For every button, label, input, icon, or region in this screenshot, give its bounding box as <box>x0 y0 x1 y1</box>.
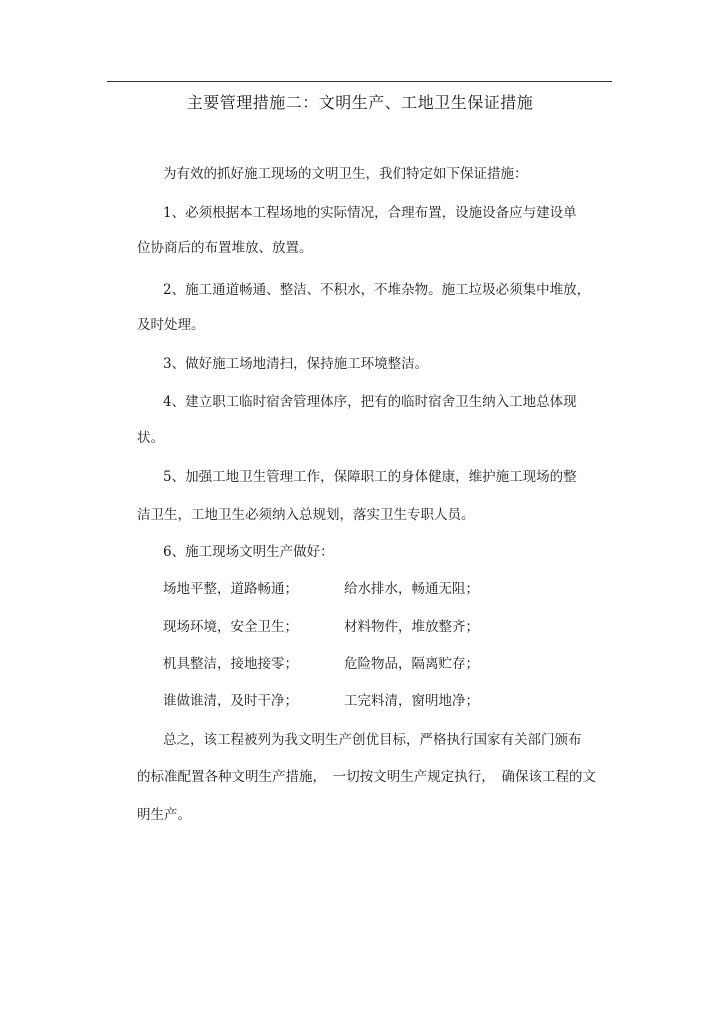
pair-3-left: 机具整洁，接地接零； <box>163 656 298 672</box>
page-title: 主要管理措施二：文明生产、工地卫生保证措施 <box>186 93 534 112</box>
pair-3-right: 危险物品，隔离贮存； <box>344 656 479 672</box>
summary-line-1: 总之，该工程被列为我文明生产创优目标，严格执行国家有关部门颁布 <box>163 732 582 748</box>
item-1-line-1: 1、必须根据本工程场地的实际情况，合理布置，设施设备应与建设单 <box>163 205 577 221</box>
summary-line-2: 的标准配置各种文明生产措施， 一切按文明生产规定执行， 确保该工程的文 <box>137 769 596 785</box>
item-5-line-1: 5、加强工地卫生管理工作，保障职工的身体健康，维护施工现场的整 <box>163 469 577 485</box>
summary-line-3: 明生产。 <box>137 807 191 823</box>
pair-2-right: 材料物件，堆放整齐； <box>344 619 479 635</box>
item-6-line-1: 6、施工现场文明生产做好： <box>163 544 334 560</box>
item-5-line-2: 洁卫生，工地卫生必须纳入总规划，落实卫生专职人员。 <box>137 507 475 523</box>
item-4-line-1: 4、建立职工临时宿舍管理体序，把有的临时宿舍卫生纳入工地总体现 <box>163 394 577 410</box>
intro-paragraph: 为有效的抓好施工现场的文明卫生，我们特定如下保证措施： <box>163 166 528 182</box>
item-2-line-1: 2、施工通道畅通、整洁、不积水，不堆杂物。施工垃圾必须集中堆放， <box>163 282 591 298</box>
pair-4-left: 谁做谁清，及时干净； <box>163 693 298 709</box>
pair-2-left: 现场环境，安全卫生； <box>163 619 298 635</box>
header-rule <box>107 81 612 82</box>
item-4-line-2: 状。 <box>137 430 164 446</box>
item-1-line-2: 位协商后的布置堆放、放置。 <box>137 240 313 256</box>
pair-1-left: 场地平整，道路畅通； <box>163 581 298 597</box>
item-3-line-1: 3、做好施工场地清扫，保持施工环境整洁。 <box>163 356 429 372</box>
item-2-line-2: 及时处理。 <box>137 317 205 333</box>
pair-1-right: 给水排水，畅通无阻； <box>344 581 479 597</box>
pair-4-right: 工完料清，窗明地净； <box>344 693 479 709</box>
